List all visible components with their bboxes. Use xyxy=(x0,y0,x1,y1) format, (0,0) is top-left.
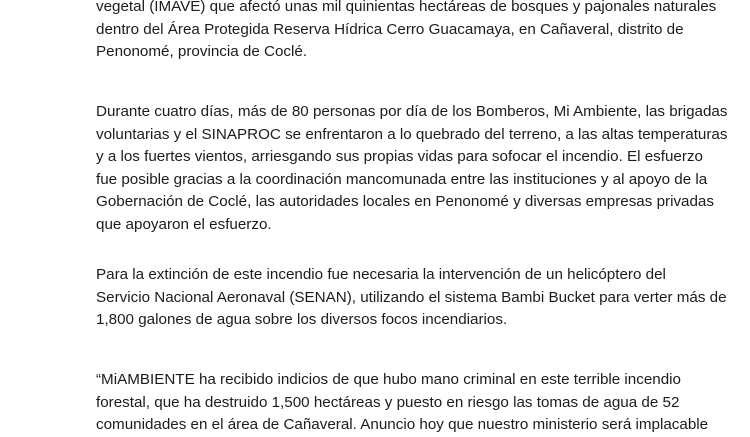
paragraph-firefighting-effort xyxy=(96,101,728,236)
text-line: voluntarias y el SINAPROC se enfrentaron a lo quebrado del terreno, a las altas temperaturas xyxy=(96,125,728,143)
text-line: vegetal (IMAVE) que afectó unas mil quinientas hectáreas de bosques y pajonales naturales xyxy=(96,0,717,15)
text-line: 1,800 galones de agua sobre los diversos focos incendiarios. xyxy=(96,311,508,328)
text-line: Gobernación de Coclé, las autoridades locales en Penonomé y diversas empresas privadas xyxy=(96,193,714,210)
text-line: que apoyaron el esfuerzo. xyxy=(96,215,272,233)
text-line: “MiAMBIENTE ha recibido indicios de que hubo mano criminal en este terrible incendio xyxy=(96,371,682,388)
text-line: Penonomé, provincia de Coclé. xyxy=(96,43,308,60)
paragraph-helicopter xyxy=(96,264,727,332)
text-line: forestal, que ha destruido 1,500 hectáreas y puesto en riesgo las tomas de agua de 52 xyxy=(96,393,680,411)
text-line: y a los fuertes vientos, arriesgando sus propias vidas para sofocar el incendio. El esfuerzo xyxy=(96,148,703,165)
text-line: Durante cuatro días, más de 80 personas por día de los Bomberos, Mi Ambiente, las brigadas xyxy=(96,103,728,120)
text-line: dentro del Área Protegida Reserva Hídrica Cerro Guacamaya, en Cañaveral, distrito de xyxy=(96,20,684,38)
text-line: Para la extinción de este incendio fue necesaria la intervención de un helicóptero del xyxy=(96,266,666,283)
paragraph-fire-area xyxy=(96,0,717,64)
text-line: fue posible gracias a la coordinación mancomunada entre las instituciones y al apoyo de la xyxy=(96,170,708,188)
text-line: comunidades en el área de Cañaveral. Anuncio hoy que nuestro ministerio será implacable xyxy=(96,416,709,433)
text-line: Servicio Nacional Aeronaval (SENAN), utilizando el sistema Bambi Bucket para verter más de xyxy=(96,288,727,306)
paragraph-quote xyxy=(96,369,709,437)
